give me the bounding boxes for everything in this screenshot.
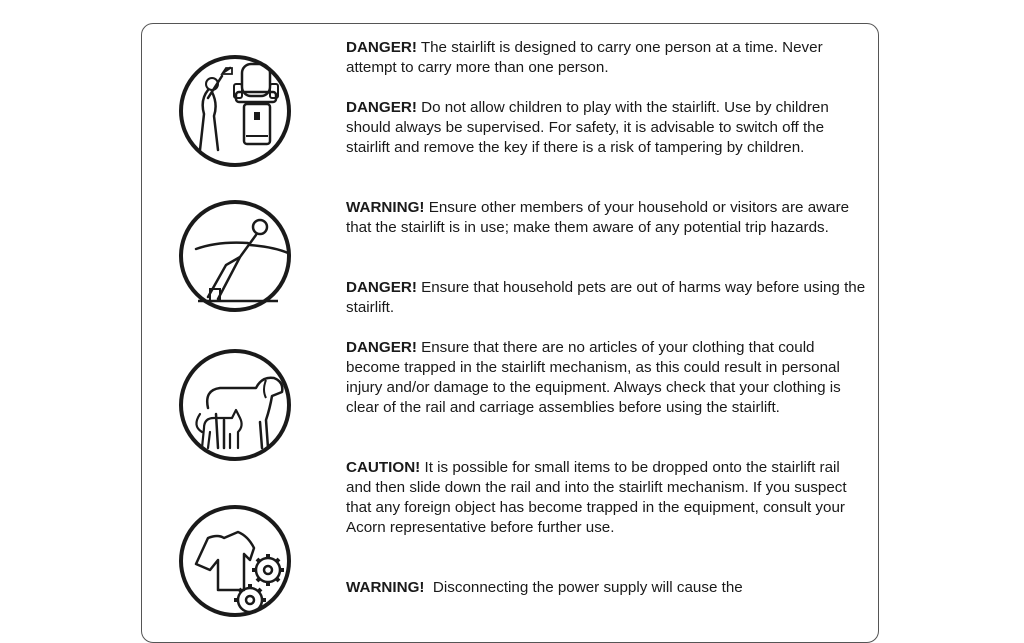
hazard-text: Ensure other members of your household or visitors are aware that the stairlift is in use; make them aware of any potential trip hazards. <box>346 199 850 236</box>
danger-children-paragraph <box>346 98 866 158</box>
hazard-text: It is possible for small items to be dropped onto the stairlift rail and then slide down the rail and into the stairlift mechanism. If you suspect that any foreign object has become trapped in the equipment, consult your Acorn representative before further use. <box>346 459 847 536</box>
hazard-label: DANGER! <box>346 279 417 296</box>
danger-one-person-paragraph <box>346 38 866 78</box>
hazard-label: DANGER! <box>346 99 417 116</box>
hazard-label: DANGER! <box>346 339 417 356</box>
hazard-label: DANGER! <box>346 39 417 56</box>
hazard-text: Do not allow children to play with the stairlift. Use by children should always be supervised. For safety, it is advisable to switch off the stairlift and remove the key if there is a risk of tampering by children. <box>346 99 829 156</box>
warning-household-paragraph <box>346 198 866 238</box>
person-tripping-icon <box>178 199 292 313</box>
warning-power-supply-paragraph <box>346 578 866 598</box>
danger-pets-paragraph <box>346 278 866 318</box>
hazard-text: Ensure that there are no articles of your clothing that could become trapped in the stairlift mechanism, as this could result in personal injury and/or damage to the equipment. Always check that your clothing is clear of the rail and carriage assemblies before using the stairlift. <box>346 339 841 416</box>
clothing-caught-in-gears-icon <box>178 504 292 618</box>
hazard-text: The stairlift is designed to carry one person at a time. Never attempt to carry more than one person. <box>346 39 823 76</box>
caution-small-items-paragraph <box>346 458 866 538</box>
hazard-label: WARNING! <box>346 199 425 216</box>
dog-and-cat-icon <box>178 348 292 462</box>
hazard-text: Ensure that household pets are out of harms way before using the stairlift. <box>346 279 866 316</box>
hazard-text: Disconnecting the power supply will cause the <box>424 579 743 596</box>
hazard-label: CAUTION! <box>346 459 421 476</box>
danger-clothing-paragraph <box>346 338 866 418</box>
person-with-stairlift-icon <box>178 54 292 168</box>
hazard-label: WARNING! <box>346 579 425 596</box>
